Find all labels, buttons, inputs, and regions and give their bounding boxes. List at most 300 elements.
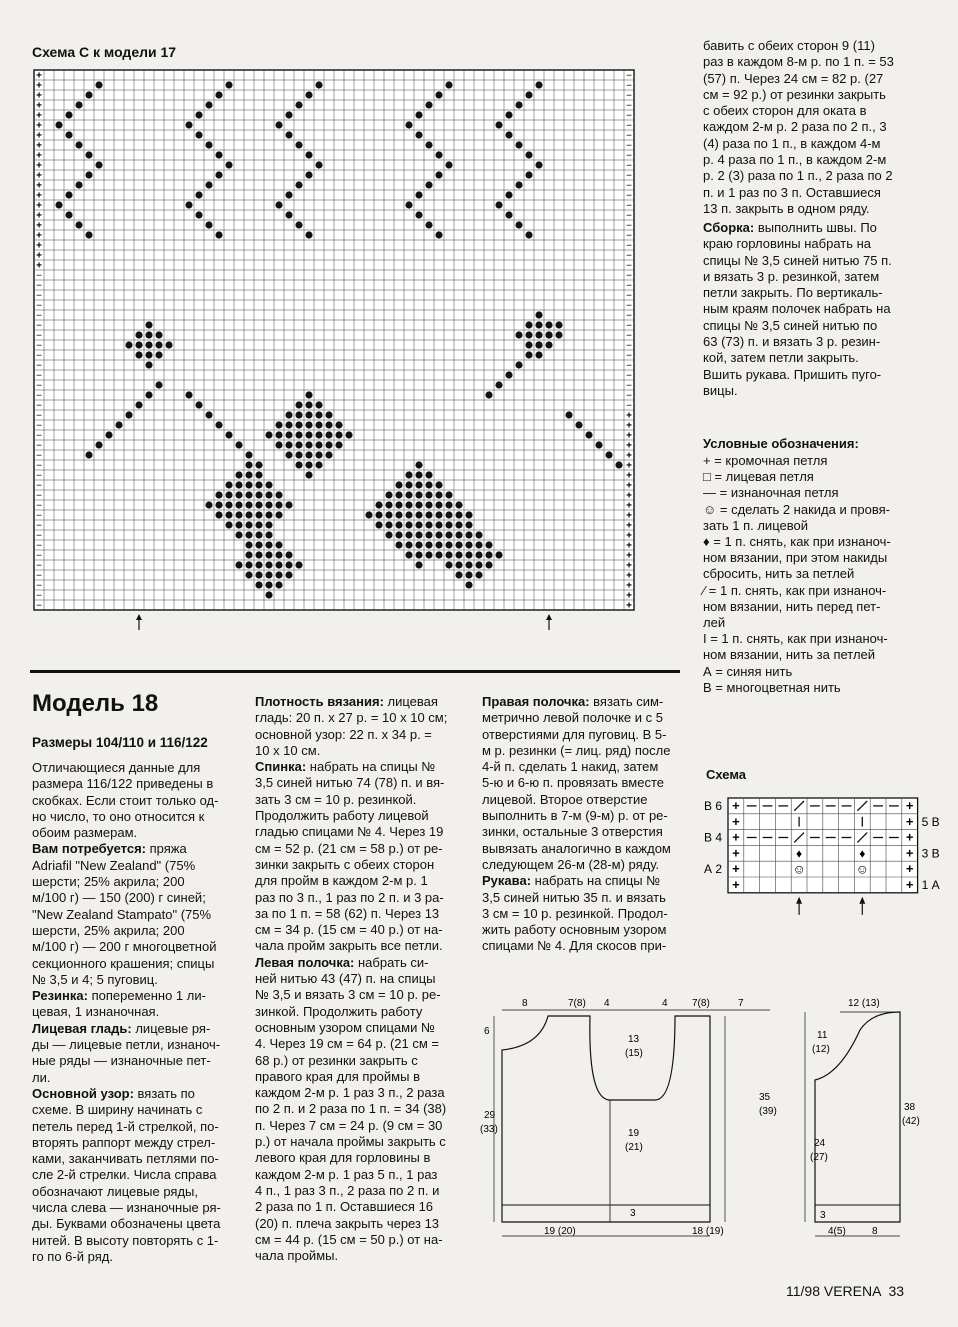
dimension-label: (21) xyxy=(625,1142,643,1153)
filled-stitch-dot xyxy=(535,331,542,338)
filled-stitch-dot xyxy=(245,531,252,538)
filled-stitch-dot xyxy=(245,511,252,518)
edge-stitch: − xyxy=(36,520,42,532)
filled-stitch-dot xyxy=(465,531,472,538)
text-line: петли закрыть. По вертикаль- xyxy=(703,285,883,301)
filled-stitch-dot xyxy=(285,431,292,438)
text-line: метрично левой полочке и с 5 xyxy=(482,710,663,726)
text-line: но число, то оно относится к xyxy=(32,808,205,824)
row-label-left: В 4 xyxy=(704,830,723,845)
filled-stitch-dot xyxy=(465,571,472,578)
dimension-label: 3 xyxy=(820,1210,826,1221)
text-line: м р. резинки (= лиц. ряд) после xyxy=(482,742,671,758)
filled-stitch-dot xyxy=(515,141,522,148)
filled-stitch-dot xyxy=(135,351,142,358)
edge-stitch: − xyxy=(626,310,632,322)
edge-stitch: − xyxy=(626,350,632,362)
edge-stitch: − xyxy=(36,550,42,562)
filled-stitch-dot xyxy=(485,561,492,568)
text-line: выполнить в 7-м (9-м) р. от ре- xyxy=(482,808,668,824)
filled-stitch-dot xyxy=(255,511,262,518)
legend-item: + = кромочная петля xyxy=(703,453,828,468)
filled-stitch-dot xyxy=(285,131,292,138)
filled-stitch-dot xyxy=(395,491,402,498)
filled-stitch-dot xyxy=(485,541,492,548)
text-line: раз по 3 п., 1 раз по 2 п. и 3 ра- xyxy=(255,889,444,905)
filled-stitch-dot xyxy=(535,81,542,88)
filled-stitch-dot xyxy=(285,441,292,448)
text-line: 10 х 10 см. xyxy=(255,742,321,758)
filled-stitch-dot xyxy=(145,361,152,368)
filled-stitch-dot xyxy=(145,391,152,398)
filled-stitch-dot xyxy=(535,161,542,168)
filled-stitch-dot xyxy=(245,451,252,458)
dimension-label: 4(5) xyxy=(828,1226,846,1237)
filled-stitch-dot xyxy=(415,511,422,518)
filled-stitch-dot xyxy=(245,481,252,488)
edge-stitch: − xyxy=(36,480,42,492)
dimension-label: (27) xyxy=(810,1152,828,1163)
text-line: (20) п. плеча закрыть через 13 xyxy=(255,1215,440,1231)
filled-stitch-dot xyxy=(505,191,512,198)
edge-stitch: − xyxy=(36,570,42,582)
text-line: чала пройм закрыть все петли. xyxy=(255,938,443,954)
filled-stitch-dot xyxy=(315,401,322,408)
dimension-label: 7 xyxy=(738,998,744,1009)
filled-stitch-dot xyxy=(185,121,192,128)
filled-stitch-dot xyxy=(295,221,302,228)
filled-stitch-dot xyxy=(295,411,302,418)
filled-stitch-dot xyxy=(135,331,142,338)
text-line: Adriafil "New Zealand" (75% xyxy=(32,857,196,873)
filled-stitch-dot xyxy=(545,331,552,338)
edge-stitch: − xyxy=(626,280,632,292)
filled-stitch-dot xyxy=(585,431,592,438)
text-line: го по 6-й ряд. xyxy=(32,1248,113,1264)
page-footer: 11/98 VERENA 33 xyxy=(786,1283,905,1299)
filled-stitch-dot xyxy=(315,411,322,418)
filled-stitch-dot xyxy=(345,431,352,438)
filled-stitch-dot xyxy=(295,401,302,408)
edge-stitch: + xyxy=(905,877,914,892)
filled-stitch-dot xyxy=(145,351,152,358)
filled-stitch-dot xyxy=(335,441,342,448)
sleeves-section xyxy=(482,873,680,889)
filled-stitch-dot xyxy=(425,531,432,538)
filled-stitch-dot xyxy=(445,541,452,548)
filled-stitch-dot xyxy=(455,521,462,528)
stockinette-label: Лицевая гладь: xyxy=(32,1020,132,1036)
filled-stitch-dot xyxy=(145,331,152,338)
edge-stitch: + xyxy=(626,460,632,472)
filled-stitch-dot xyxy=(75,181,82,188)
text-line: каждом 2-м р. 1 раз 5 п., 1 раз xyxy=(255,1166,438,1182)
text-line: зинки закрыть с обеих сторон xyxy=(255,856,435,872)
dimension-label: 24 xyxy=(814,1138,826,1149)
dimension-label: 7(8) xyxy=(568,998,586,1009)
filled-stitch-dot xyxy=(305,471,312,478)
edge-stitch: − xyxy=(626,80,632,92)
filled-stitch-dot xyxy=(435,491,442,498)
edge-stitch: − xyxy=(36,320,42,332)
filled-stitch-dot xyxy=(485,391,492,398)
filled-stitch-dot xyxy=(465,581,472,588)
dimension-label: 38 xyxy=(904,1102,916,1113)
edge-stitch: + xyxy=(626,540,632,552)
text-line: 4-й п. сделать 1 накид, затем xyxy=(482,759,659,775)
legend-item: ном вязании, нить перед пет- xyxy=(703,598,881,614)
text-line: основным узором спицами № xyxy=(255,1019,435,1035)
repeat-arrow-head xyxy=(796,897,802,904)
filled-stitch-dot xyxy=(315,461,322,468)
filled-stitch-dot xyxy=(255,481,262,488)
edge-stitch: + xyxy=(626,440,632,452)
text-line: бавить с обеих сторон 9 (11) xyxy=(703,38,875,53)
filled-stitch-dot xyxy=(185,391,192,398)
filled-stitch-dot xyxy=(245,561,252,568)
dimension-label: (42) xyxy=(902,1116,920,1127)
filled-stitch-dot xyxy=(205,101,212,108)
filled-stitch-dot xyxy=(315,451,322,458)
filled-stitch-dot xyxy=(85,451,92,458)
edge-stitch: − xyxy=(36,530,42,542)
filled-stitch-dot xyxy=(305,431,312,438)
filled-stitch-dot xyxy=(435,531,442,538)
edge-stitch: − xyxy=(626,360,632,372)
filled-stitch-dot xyxy=(365,511,372,518)
edge-stitch: + xyxy=(36,240,42,252)
filled-stitch-dot xyxy=(135,401,142,408)
filled-stitch-dot xyxy=(425,221,432,228)
small-chart-title: Схема xyxy=(706,767,747,782)
filled-stitch-dot xyxy=(535,311,542,318)
edge-stitch: + xyxy=(626,520,632,532)
filled-stitch-dot xyxy=(395,501,402,508)
filled-stitch-dot xyxy=(255,531,262,538)
edge-stitch: − xyxy=(626,250,632,262)
edge-stitch: + xyxy=(732,861,740,877)
filled-stitch-dot xyxy=(305,461,312,468)
text-line: с обеих сторон для оката в xyxy=(703,103,867,119)
filled-stitch-dot xyxy=(505,131,512,138)
filled-stitch-dot xyxy=(315,441,322,448)
filled-stitch-dot xyxy=(525,351,532,358)
text-line: попеременно 1 ли- xyxy=(87,988,206,1004)
edge-stitch: − xyxy=(36,390,42,402)
filled-stitch-dot xyxy=(425,141,432,148)
edge-stitch: + xyxy=(36,200,42,212)
edge-stitch: − xyxy=(36,350,42,362)
filled-stitch-dot xyxy=(405,541,412,548)
filled-stitch-dot xyxy=(275,441,282,448)
legend-title: Условные обозначения: xyxy=(703,436,859,451)
filled-stitch-dot xyxy=(445,521,452,528)
filled-stitch-dot xyxy=(255,571,262,578)
edge-stitch: − xyxy=(626,390,632,402)
text-line: 3 см = 10 р. резинкой. Продол- xyxy=(482,905,668,921)
filled-stitch-dot xyxy=(255,561,262,568)
text-line: спицами № 4. Для скосов при- xyxy=(482,938,667,954)
filled-stitch-dot xyxy=(295,141,302,148)
filled-stitch-dot xyxy=(455,571,462,578)
edge-stitch: − xyxy=(36,420,42,432)
section-divider xyxy=(30,670,680,673)
text-line: спицы № 3,5 синей нитью 75 п. xyxy=(703,252,892,268)
text-line: лицевые ря- xyxy=(131,1020,211,1036)
filled-stitch-dot xyxy=(315,421,322,428)
filled-stitch-dot xyxy=(465,551,472,558)
filled-stitch-dot xyxy=(195,191,202,198)
edge-stitch: − xyxy=(626,370,632,382)
small-pattern-chart xyxy=(700,792,945,922)
filled-stitch-dot xyxy=(95,81,102,88)
filled-stitch-dot xyxy=(525,331,532,338)
filled-stitch-dot xyxy=(295,451,302,458)
text-line: гладью спицами № 4. Через 19 xyxy=(255,824,444,840)
text-line: Продолжить работу лицевой xyxy=(255,808,429,824)
filled-stitch-dot xyxy=(415,211,422,218)
text-line: "New Zealand Stampato" (75% xyxy=(32,906,212,922)
filled-stitch-dot xyxy=(475,541,482,548)
legend-item: □ = лицевая петля xyxy=(703,469,814,485)
edge-stitch: + xyxy=(36,160,42,172)
edge-stitch: − xyxy=(36,460,42,472)
text-line: следующем 26-м (28-м) ряду. xyxy=(482,856,660,872)
edge-stitch: + xyxy=(36,70,42,82)
repeat-arrow-head xyxy=(136,614,142,620)
filled-stitch-dot xyxy=(525,231,532,238)
model-title: Модель 18 xyxy=(32,690,159,717)
filled-stitch-dot xyxy=(305,151,312,158)
filled-stitch-dot xyxy=(265,571,272,578)
knitting-chart-c xyxy=(30,62,638,642)
edge-stitch: + xyxy=(732,829,740,845)
edge-stitch: + xyxy=(905,845,914,861)
text-line: вывязать аналогично в каждом xyxy=(482,840,671,856)
filled-stitch-dot xyxy=(295,461,302,468)
text-line: кой, затем петли закрыть. xyxy=(703,350,859,366)
text-line: лицевая xyxy=(383,694,438,709)
filled-stitch-dot xyxy=(445,491,452,498)
edge-stitch: + xyxy=(36,180,42,192)
edge-stitch: + xyxy=(905,798,914,813)
filled-stitch-dot xyxy=(535,341,542,348)
edge-stitch: − xyxy=(626,110,632,122)
filled-stitch-dot xyxy=(285,501,292,508)
filled-stitch-dot xyxy=(265,511,272,518)
edge-stitch: + xyxy=(36,170,42,182)
text-line: каждом 2-м р. 2 раза по 2 п., 3 xyxy=(703,119,887,135)
text-line: 3,5 синей нитью 74 (78) п. и вя- xyxy=(255,775,445,791)
edge-stitch: − xyxy=(36,590,42,602)
text-line: секционного крашения; спицы xyxy=(32,955,215,971)
edge-stitch: − xyxy=(36,490,42,502)
edge-stitch: + xyxy=(36,140,42,152)
text-line: 5-ю и 6-ю п. провязать вместе xyxy=(482,775,664,791)
edge-stitch: + xyxy=(626,530,632,542)
row-label-left: А 2 xyxy=(704,862,723,877)
legend-item: ☺ = сделать 2 накида и провя- xyxy=(703,501,890,517)
edge-stitch: − xyxy=(36,400,42,412)
filled-stitch-dot xyxy=(415,191,422,198)
filled-stitch-dot xyxy=(455,541,462,548)
filled-stitch-dot xyxy=(425,481,432,488)
filled-stitch-dot xyxy=(415,551,422,558)
gauge-label: Плотность вязания: xyxy=(255,694,384,709)
filled-stitch-dot xyxy=(145,321,152,328)
edge-stitch: − xyxy=(626,200,632,212)
text-line: ками, заканчивать петлями по- xyxy=(32,1151,219,1167)
filled-stitch-dot xyxy=(415,131,422,138)
filled-stitch-dot xyxy=(245,471,252,478)
edge-stitch: + xyxy=(626,410,632,422)
filled-stitch-dot xyxy=(85,171,92,178)
edge-stitch: − xyxy=(36,500,42,512)
filled-stitch-dot xyxy=(215,501,222,508)
materials-section xyxy=(32,841,228,857)
filled-stitch-dot xyxy=(425,181,432,188)
text-line: см = 44 р. (15 см = 50 р.) от на- xyxy=(255,1231,443,1247)
legend-item: ♦ = 1 п. снять, как при изнаноч- xyxy=(703,534,891,550)
dimension-label: 12 (13) xyxy=(848,998,880,1009)
filled-stitch-dot xyxy=(85,151,92,158)
legend-item: лей xyxy=(703,615,726,631)
filled-stitch-dot xyxy=(125,411,132,418)
dimension-label: 11 xyxy=(817,1030,828,1041)
filled-stitch-dot xyxy=(245,501,252,508)
filled-stitch-dot xyxy=(405,201,412,208)
filled-stitch-dot xyxy=(415,531,422,538)
filled-stitch-dot xyxy=(255,461,262,468)
filled-stitch-dot xyxy=(305,451,312,458)
edge-stitch: + xyxy=(905,813,914,829)
filled-stitch-dot xyxy=(235,441,242,448)
edge-stitch: + xyxy=(626,570,632,582)
filled-stitch-dot xyxy=(405,551,412,558)
text-line: 68 р.) от резинки закрыть с xyxy=(255,1052,418,1068)
filled-stitch-dot xyxy=(465,511,472,518)
edge-stitch: + xyxy=(36,260,42,272)
text-line: обоим размерам. xyxy=(32,825,138,841)
filled-stitch-dot xyxy=(75,101,82,108)
text-line: размера 116/122 приведены в xyxy=(32,776,214,792)
legend-item: зать 1 п. лицевой xyxy=(703,517,808,533)
right_front-label: Правая полочка: xyxy=(482,694,590,709)
text-line: жить работу основным узором xyxy=(482,922,667,938)
slip-drop-stitch: ♦ xyxy=(796,846,803,861)
filled-stitch-dot xyxy=(155,351,162,358)
filled-stitch-dot xyxy=(305,171,312,178)
legend-item: I = 1 п. снять, как при изнаноч- xyxy=(703,631,888,647)
filled-stitch-dot xyxy=(265,591,272,598)
body-outline xyxy=(502,1016,710,1222)
text-line: ным краям полочек набрать на xyxy=(703,301,891,317)
filled-stitch-dot xyxy=(275,541,282,548)
edge-stitch: − xyxy=(36,340,42,352)
edge-stitch: − xyxy=(626,380,632,392)
filled-stitch-dot xyxy=(515,331,522,338)
edge-stitch: + xyxy=(36,250,42,262)
dimension-label: 4 xyxy=(604,998,610,1009)
row-label-right: 5 В xyxy=(921,814,940,829)
text-line: вязать по xyxy=(133,1085,195,1101)
edge-stitch: − xyxy=(626,220,632,232)
pattern-section xyxy=(32,1086,228,1102)
back-label: Спинка: xyxy=(255,759,307,775)
filled-stitch-dot xyxy=(435,91,442,98)
text-line: Вшить рукава. Пришить пуго- xyxy=(703,366,882,382)
filled-stitch-dot xyxy=(245,491,252,498)
filled-stitch-dot xyxy=(455,561,462,568)
dimension-label: 8 xyxy=(522,998,528,1009)
dimension-label: 6 xyxy=(484,1026,490,1037)
filled-stitch-dot xyxy=(505,211,512,218)
filled-stitch-dot xyxy=(335,431,342,438)
text-line: набрать на спицы № xyxy=(306,759,436,775)
filled-stitch-dot xyxy=(435,151,442,158)
filled-stitch-dot xyxy=(485,551,492,558)
filled-stitch-dot xyxy=(315,81,322,88)
edge-stitch: − xyxy=(626,170,632,182)
filled-stitch-dot xyxy=(205,221,212,228)
assembly-label: Сборка: xyxy=(703,220,755,235)
text-line: 3,5 синей нитью 35 п. и вязать xyxy=(482,889,666,905)
filled-stitch-dot xyxy=(465,561,472,568)
filled-stitch-dot xyxy=(295,421,302,428)
edge-stitch: − xyxy=(36,470,42,482)
filled-stitch-dot xyxy=(265,431,272,438)
edge-stitch: − xyxy=(36,410,42,422)
filled-stitch-dot xyxy=(235,481,242,488)
filled-stitch-dot xyxy=(445,161,452,168)
filled-stitch-dot xyxy=(285,411,292,418)
legend-item: ном вязании, нить за петлей xyxy=(703,647,876,663)
materials-label: Вам потребуется: xyxy=(32,841,146,857)
double-yarn-over-stitch: ☺ xyxy=(792,861,806,877)
filled-stitch-dot xyxy=(215,151,222,158)
column-2 xyxy=(255,694,453,1264)
edge-stitch: − xyxy=(626,330,632,342)
filled-stitch-dot xyxy=(295,181,302,188)
filled-stitch-dot xyxy=(205,141,212,148)
edge-stitch: + xyxy=(732,798,740,813)
edge-stitch: − xyxy=(36,580,42,592)
filled-stitch-dot xyxy=(415,471,422,478)
filled-stitch-dot xyxy=(325,421,332,428)
filled-stitch-dot xyxy=(235,491,242,498)
filled-stitch-dot xyxy=(255,521,262,528)
filled-stitch-dot xyxy=(295,431,302,438)
dimension-label: (33) xyxy=(480,1124,498,1135)
filled-stitch-dot xyxy=(405,481,412,488)
edge-stitch: + xyxy=(626,580,632,592)
filled-stitch-dot xyxy=(425,471,432,478)
edge-stitch: − xyxy=(36,380,42,392)
filled-stitch-dot xyxy=(475,531,482,538)
filled-stitch-dot xyxy=(435,501,442,508)
filled-stitch-dot xyxy=(395,531,402,538)
repeat-arrow-head xyxy=(546,614,552,620)
filled-stitch-dot xyxy=(405,501,412,508)
filled-stitch-dot xyxy=(235,531,242,538)
filled-stitch-dot xyxy=(305,441,312,448)
filled-stitch-dot xyxy=(445,511,452,518)
filled-stitch-dot xyxy=(275,491,282,498)
filled-stitch-dot xyxy=(415,561,422,568)
filled-stitch-dot xyxy=(135,341,142,348)
text-line: левого края для горловины в xyxy=(255,1150,431,1166)
filled-stitch-dot xyxy=(255,471,262,478)
